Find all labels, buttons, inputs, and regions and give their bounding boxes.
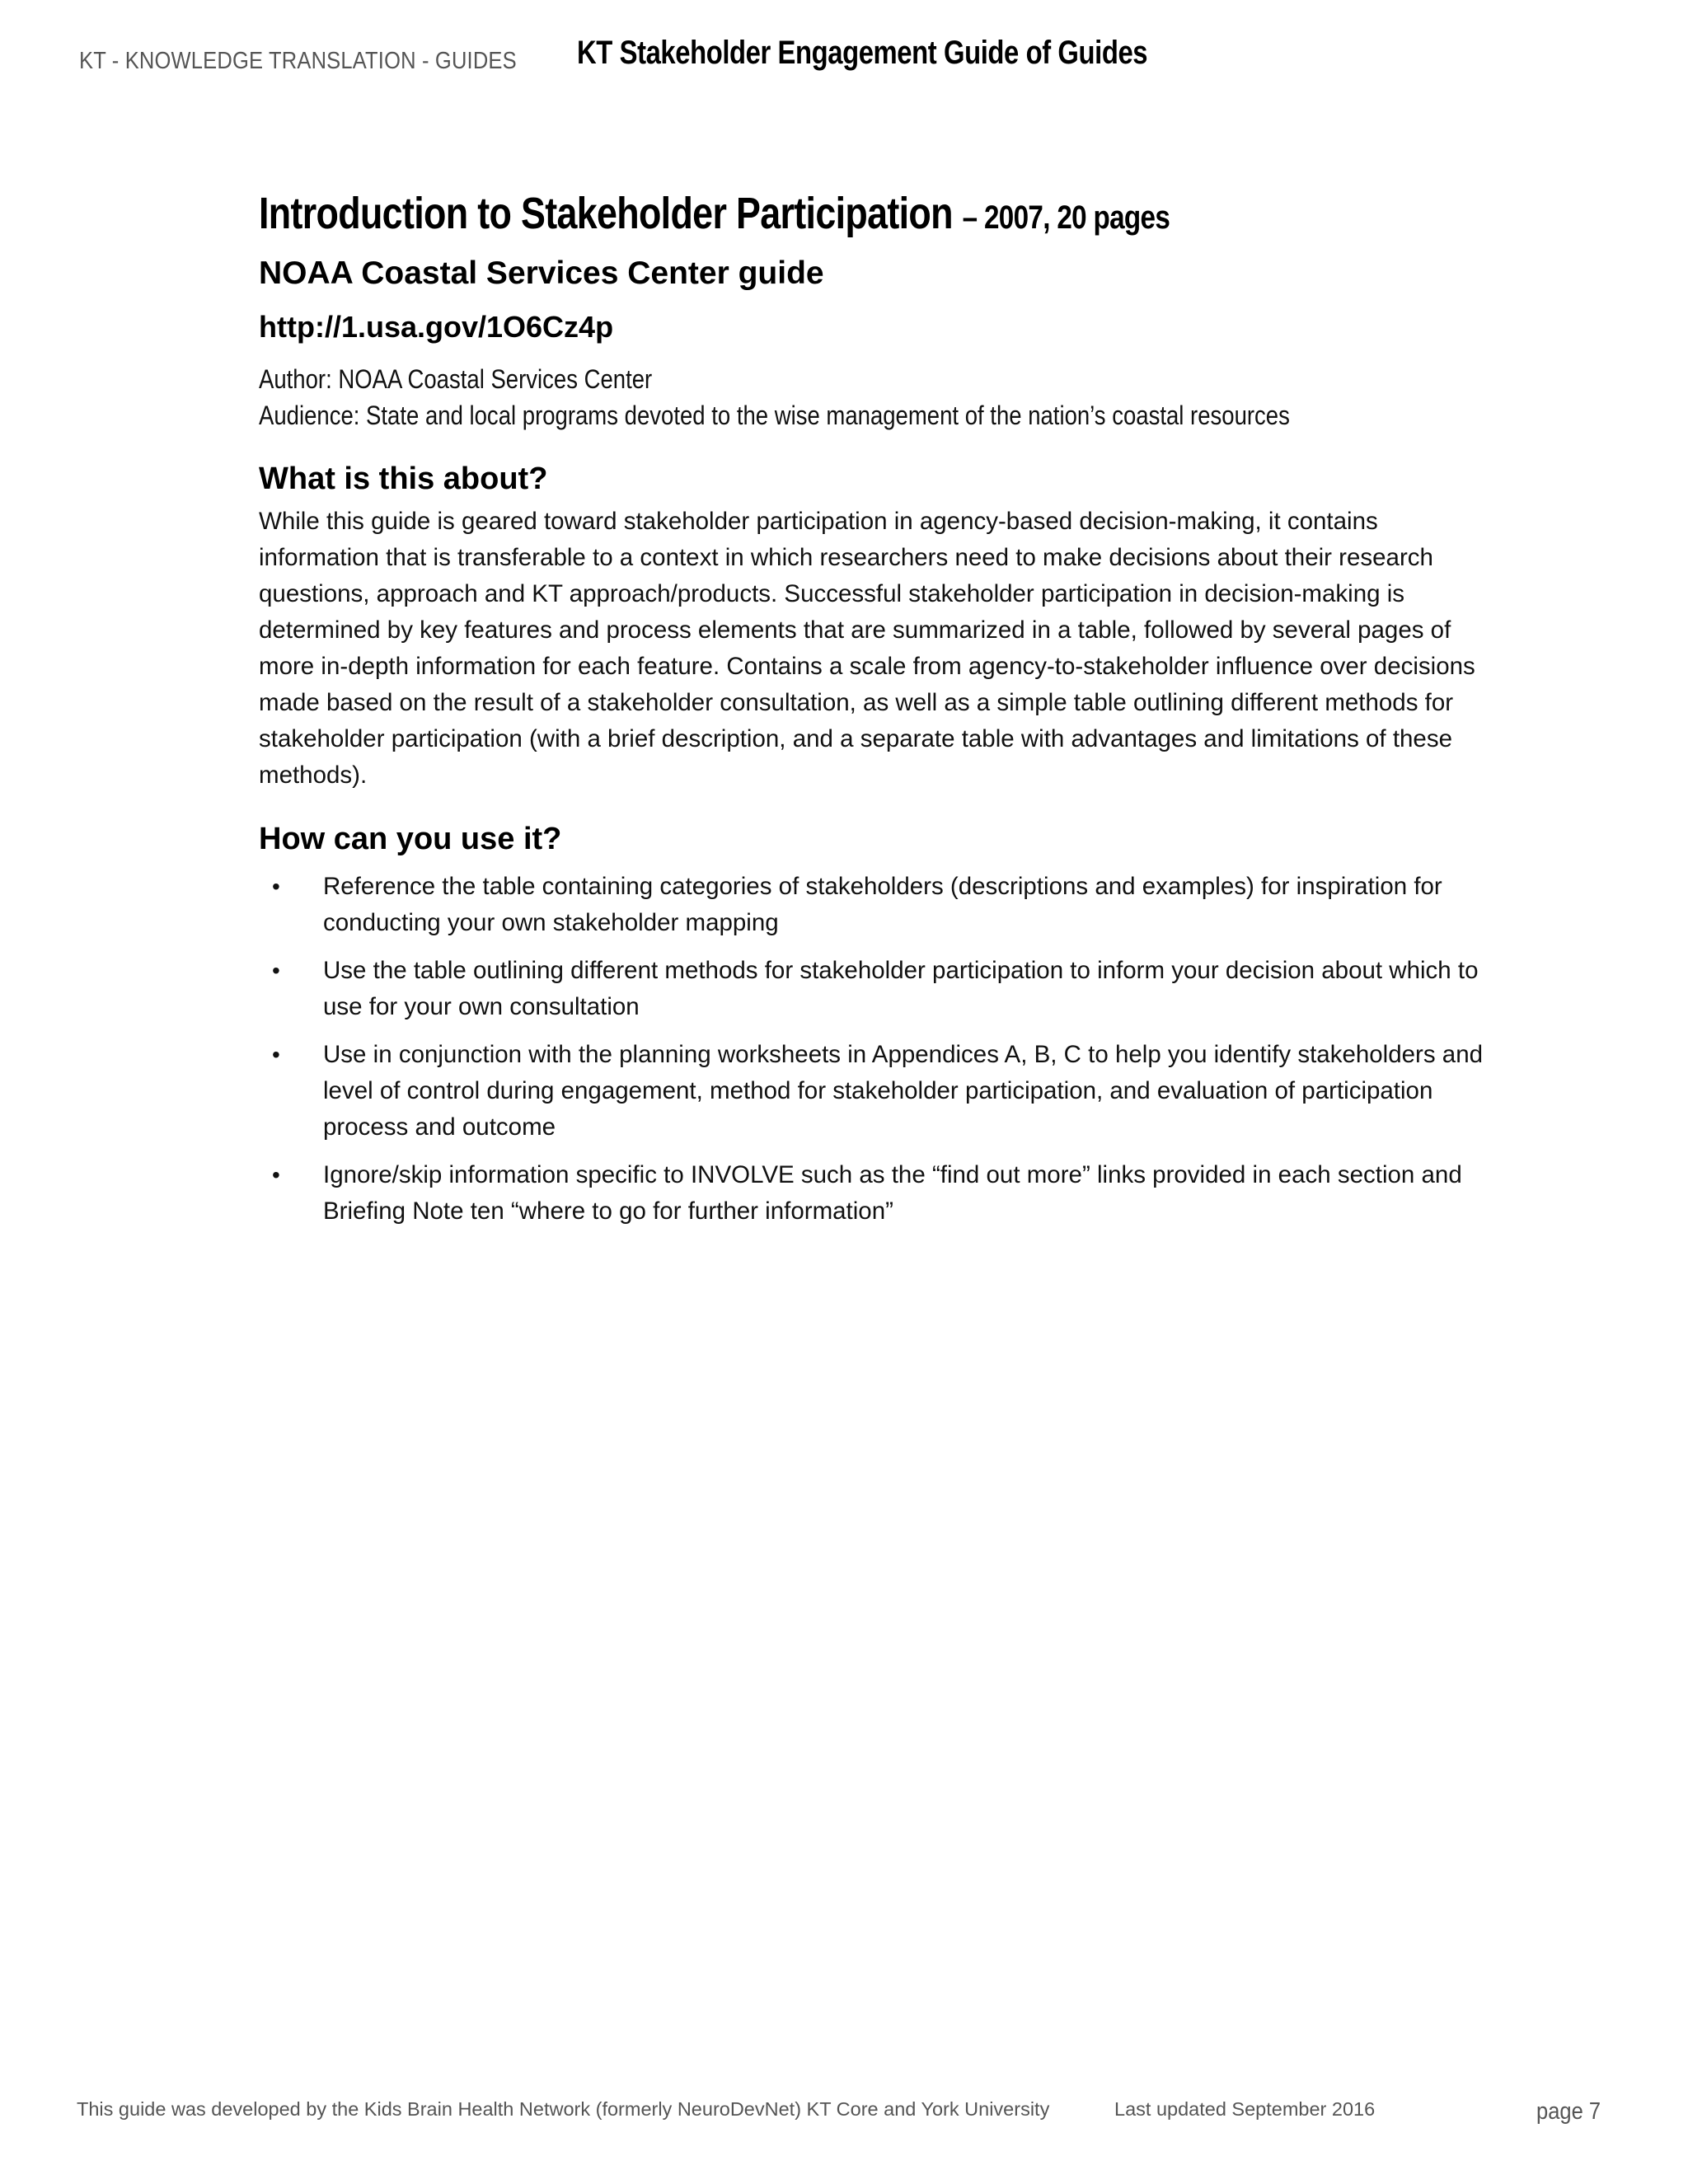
guide-audience: Audience: State and local programs devoted to the wise management of the nation’s coastal resources [259, 401, 1290, 430]
use-list [259, 869, 1495, 1230]
guide-author: Author: NOAA Coastal Services Center [259, 364, 653, 394]
guide-title [259, 188, 1285, 239]
header-document-title: KT Stakeholder Engagement Guide of Guides [577, 35, 1148, 71]
use-list-item-text: Use in conjunction with the planning worksheets in Appendices A, B, C to help you identify stakeholders and level of control during engagement, method for stakeholder participation, and evaluation of participation process and outcome [323, 1041, 1484, 1141]
bullet-icon: • [272, 874, 280, 899]
guide-subtitle: NOAA Coastal Services Center guide [259, 255, 824, 291]
bullet-icon: • [272, 958, 280, 983]
footer-credit: This guide was developed by the Kids Brain Health Network (formerly NeuroDevNet) KT Core and York University [77, 2098, 1050, 2120]
use-list-item [259, 1157, 1495, 1230]
about-heading: What is this about? [259, 462, 548, 496]
about-body: While this guide is geared toward stakeholder participation in agency-based decision-making, it contains information that is transferable to a context in which researchers need to make decisions about their research questions, approach and KT approach/products. Successful stakeholder participation in decision-making is determined by key features and process elements that are summarized in a table, followed by several pages of more in-depth information for each feature. Contains a scale from agency-to-stakeholder influence over decisions made based on the result of a stakeholder consultation, as well as a simple table outlining different methods for stakeholder participation (with a brief description, and a separate table with advantages and limitations of these methods). [259, 508, 1475, 789]
use-list-item-text: Ignore/skip information specific to INVOLVE such as the “find out more” links provided in each section and Briefing Note ten “where to go for further information” [323, 1161, 1462, 1225]
use-list-item-text: Reference the table containing categories of stakeholders (descriptions and examples) for inspiration for conducting your own stakeholder mapping [323, 873, 1442, 936]
header-series-label: KT - KNOWLEDGE TRANSLATION - GUIDES [79, 48, 517, 74]
page-number: page 7 [1536, 2098, 1601, 2125]
guide-title-text: Introduction to Stakeholder Participation [259, 189, 953, 238]
guide-title-meta: – 2007, 20 pages [962, 199, 1170, 236]
use-list-item [259, 1037, 1495, 1146]
main-content [259, 188, 1495, 1241]
footer-updated: Last updated September 2016 [1114, 2098, 1376, 2120]
use-list-item-text: Use the table outlining different methods for stakeholder participation to inform your decision about which to use for your own consultation [323, 957, 1479, 1020]
use-list-item [259, 953, 1495, 1025]
use-heading: How can you use it? [259, 822, 562, 856]
guide-meta [259, 361, 1322, 434]
bullet-icon: • [272, 1162, 280, 1188]
use-list-item [259, 869, 1495, 941]
bullet-icon: • [272, 1042, 280, 1067]
guide-link[interactable]: http://1.usa.gov/1O6Cz4p [259, 310, 614, 344]
